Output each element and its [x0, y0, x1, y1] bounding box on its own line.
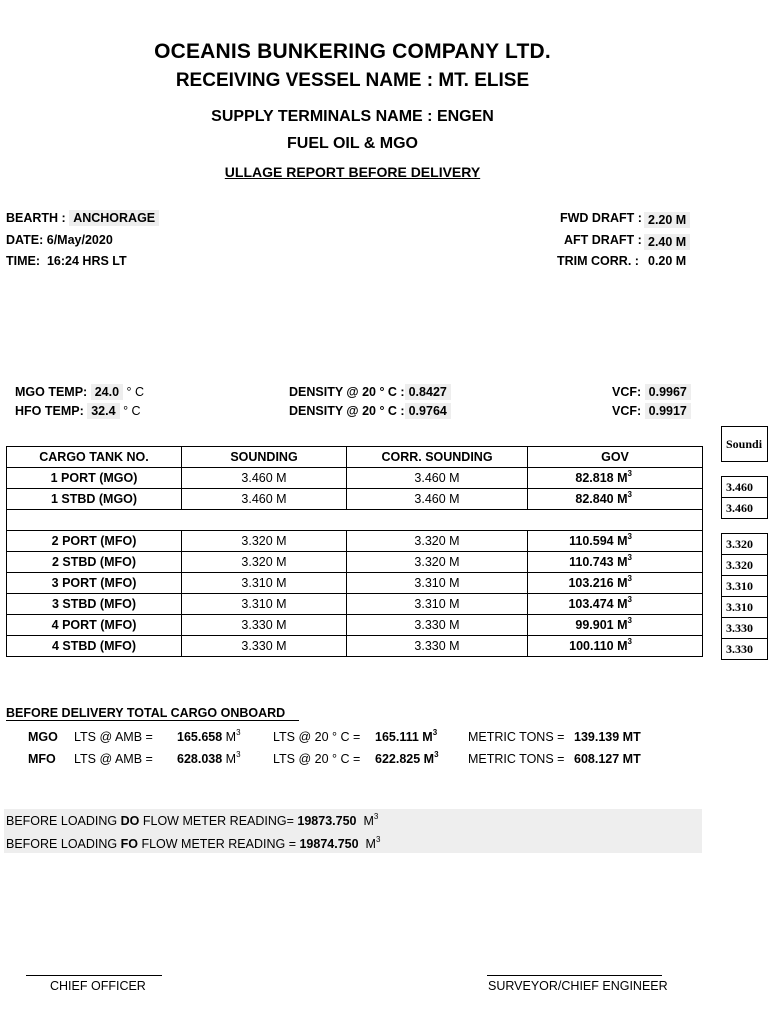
density-hfo-row [289, 404, 451, 418]
cargo-tank-table [6, 446, 703, 657]
side-header: Soundi [722, 427, 768, 462]
table-row [7, 594, 703, 615]
fwd-draft-label: FWD DRAFT : [560, 211, 642, 225]
sounding-cell: 3.310 M [182, 573, 347, 594]
surveyor-label: SURVEYOR/CHIEF ENGINEER [488, 979, 668, 993]
density-label: DENSITY @ 20 ° C : [289, 404, 405, 418]
side-cell: 3.320 [722, 555, 768, 576]
aft-draft-label: AFT DRAFT : [564, 233, 642, 247]
col-sounding: SOUNDING [182, 447, 347, 468]
trim-corr-value: 0.20 M [648, 254, 687, 268]
time-value: 16:24 HRS LT [46, 254, 127, 268]
mt-label: METRIC TONS = [468, 752, 565, 766]
date-row [6, 233, 113, 247]
tank-name: 1 STBD (MGO) [7, 489, 182, 510]
mgo-amb-value: 165.658 $M^3$ [177, 728, 241, 744]
hfo-temp-value: 32.4 [87, 403, 119, 419]
vcf-mgo-row [612, 385, 691, 399]
mgo-mt-value: 139.139 MT [574, 730, 641, 744]
tank-name: 4 PORT (MFO) [7, 615, 182, 636]
side-cell: 3.330 [722, 618, 768, 639]
vcf-mgo-value: 0.9967 [645, 384, 691, 400]
sounding-cell: 3.310 M [182, 594, 347, 615]
table-row [7, 531, 703, 552]
sounding-cell: 3.460 M [182, 489, 347, 510]
aft-draft-value: 2.40 M [644, 234, 690, 250]
mt-label: METRIC TONS = [468, 730, 565, 744]
bearth-row [6, 211, 159, 225]
chief-officer-signature-line [26, 975, 162, 976]
corr-sounding-cell: 3.460 M [347, 468, 528, 489]
mfo-amb-value: 628.038 $M^3$ [177, 750, 241, 766]
time-label: TIME: [6, 254, 41, 268]
tank-name: 2 STBD (MFO) [7, 552, 182, 573]
terminal-name: SUPPLY TERMINALS NAME : ENGEN [211, 108, 494, 125]
tank-name: 2 PORT (MFO) [7, 531, 182, 552]
mgo-temp-value: 24.0 [91, 384, 123, 400]
gov-cell: 82.818 $M^3$ [528, 468, 703, 489]
mgo-temp-label: MGO TEMP: [15, 385, 88, 399]
vcf-label: VCF: [612, 404, 642, 418]
tank-name: 4 STBD (MFO) [7, 636, 182, 657]
table-header-row [7, 447, 703, 468]
side-cell: 3.320 [722, 534, 768, 555]
mgo-temp-row [15, 385, 144, 399]
t20-label: LTS @ 20 ° C = [273, 730, 361, 744]
tank-name: 1 PORT (MGO) [7, 468, 182, 489]
corr-sounding-cell: 3.330 M [347, 615, 528, 636]
bearth-value: ANCHORAGE [69, 210, 159, 226]
table-row [7, 573, 703, 594]
tank-name: 3 STBD (MFO) [7, 594, 182, 615]
totals-mfo-label: MFO [28, 752, 56, 766]
gov-cell: 100.110 $M^3$ [528, 636, 703, 657]
vcf-label: VCF: [612, 385, 642, 399]
corr-sounding-cell: 3.460 M [347, 489, 528, 510]
density-mgo-value: 0.8427 [405, 384, 451, 400]
table-spacer-row [7, 510, 703, 531]
sounding-cell: 3.320 M [182, 531, 347, 552]
corr-sounding-cell: 3.320 M [347, 552, 528, 573]
table-row [7, 636, 703, 657]
trim-corr-label: TRIM CORR. : [557, 254, 639, 268]
company-name: OCEANIS BUNKERING COMPANY LTD. [154, 40, 551, 63]
side-cell: 3.310 [722, 576, 768, 597]
fwd-draft-value: 2.20 M [644, 212, 690, 228]
amb-label: LTS @ AMB = [74, 752, 153, 766]
density-hfo-value: 0.9764 [405, 403, 451, 419]
mgo-t20-value: 165.111 $M^3$ [375, 728, 438, 744]
gov-cell: 82.840 $M^3$ [528, 489, 703, 510]
mfo-mt-value: 608.127 MT [574, 752, 641, 766]
table-row [7, 615, 703, 636]
hfo-temp-label: HFO TEMP: [15, 404, 84, 418]
totals-title: BEFORE DELIVERY TOTAL CARGO ONBOARD [6, 706, 299, 721]
corr-sounding-cell: 3.330 M [347, 636, 528, 657]
sounding-cell: 3.330 M [182, 615, 347, 636]
density-mgo-row [289, 385, 451, 399]
bearth-label: BEARTH : [6, 211, 66, 225]
vessel-name: RECEIVING VESSEL NAME : MT. ELISE [175, 70, 530, 91]
corr-sounding-cell: 3.310 M [347, 573, 528, 594]
gov-cell: 110.743 $M^3$ [528, 552, 703, 573]
time-row [6, 254, 127, 268]
corr-sounding-cell: 3.320 M [347, 531, 528, 552]
side-cell: 3.310 [722, 597, 768, 618]
amb-label: LTS @ AMB = [74, 730, 153, 744]
mfo-t20-value: 622.825 $M^3$ [375, 750, 439, 766]
col-corr-sounding: CORR. SOUNDING [347, 447, 528, 468]
fo-flow-reading: BEFORE LOADING FO FLOW METER READING = 19874.750 $M^3$ [6, 835, 381, 851]
sounding-cell: 3.320 M [182, 552, 347, 573]
gov-cell: 99.901 $M^3$ [528, 615, 703, 636]
chief-officer-label: CHIEF OFFICER [50, 979, 146, 993]
table-row [7, 552, 703, 573]
density-label: DENSITY @ 20 ° C : [289, 385, 405, 399]
table-row [7, 489, 703, 510]
hfo-temp-unit: ° C [123, 404, 141, 418]
do-flow-reading: BEFORE LOADING DO FLOW METER READING= 19873.750 $M^3$ [6, 812, 379, 828]
totals-mgo-label: MGO [28, 730, 58, 744]
side-cell: 3.330 [722, 639, 768, 660]
tank-name: 3 PORT (MFO) [7, 573, 182, 594]
corr-sounding-cell: 3.310 M [347, 594, 528, 615]
sounding-cell: 3.330 M [182, 636, 347, 657]
side-cell: 3.460 [722, 498, 768, 519]
fuel-type: FUEL OIL & MGO [287, 135, 418, 152]
col-gov: GOV [528, 447, 703, 468]
date-value: 6/May/2020 [46, 233, 113, 247]
table-row [7, 468, 703, 489]
sounding-cell: 3.460 M [182, 468, 347, 489]
mgo-temp-unit: ° C [126, 385, 145, 399]
t20-label: LTS @ 20 ° C = [273, 752, 361, 766]
vcf-hfo-row [612, 404, 691, 418]
date-label: DATE: [6, 233, 44, 247]
gov-cell: 103.216 $M^3$ [528, 573, 703, 594]
side-sounding-table [721, 426, 768, 660]
hfo-temp-row [15, 404, 141, 418]
gov-cell: 110.594 $M^3$ [528, 531, 703, 552]
report-title: ULLAGE REPORT BEFORE DELIVERY [224, 164, 481, 180]
gov-cell: 103.474 $M^3$ [528, 594, 703, 615]
col-cargo-tank: CARGO TANK NO. [7, 447, 182, 468]
side-cell: 3.460 [722, 477, 768, 498]
vcf-hfo-value: 0.9917 [645, 403, 691, 419]
surveyor-signature-line [487, 975, 662, 976]
